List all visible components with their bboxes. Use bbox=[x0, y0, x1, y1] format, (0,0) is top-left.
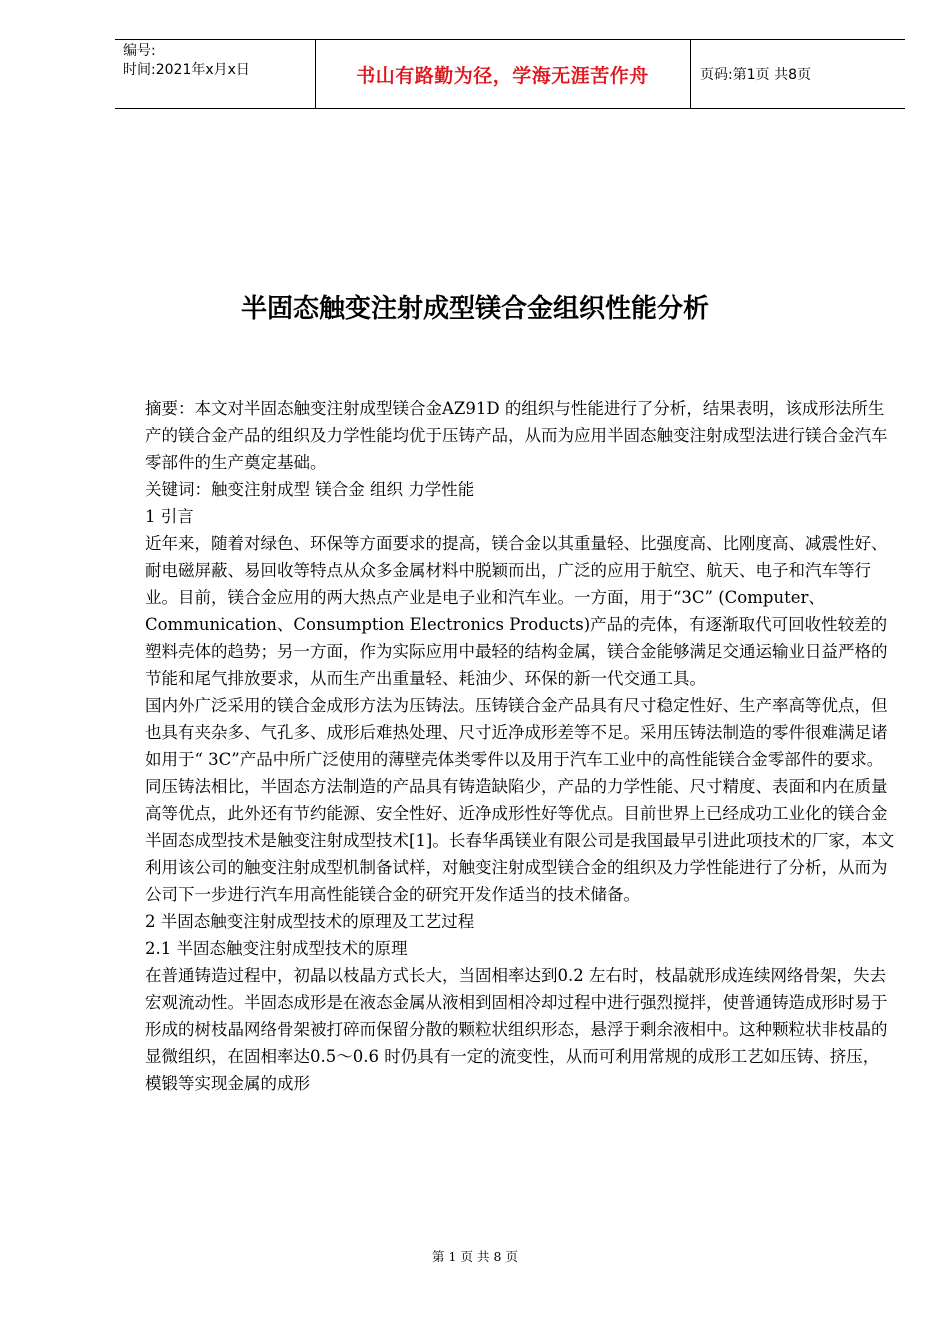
subsection-heading-principle: 2.1 半固态触变注射成型技术的原理 bbox=[145, 939, 408, 958]
section-heading-introduction: 1 引言 bbox=[145, 507, 194, 526]
footer-suffix: 页 bbox=[505, 1249, 518, 1264]
number-label: 编号: bbox=[123, 43, 156, 59]
body-paragraph: 国内外广泛采用的镁合金成形方法为压铸法。压铸镁合金产品具有尺寸稳定性好、生产率高等优点，但也具有夹杂多、气孔多、成形后难热处理、尺寸近净成形差等不足。采用压铸法制造的零件很难满足诸如用于“ 3C”产品中所广泛使用的薄壁壳体类零件以及用于汽车工业中的高性能镁合金零部件的要求。 bbox=[145, 696, 888, 769]
footer-current-page: 1 bbox=[448, 1249, 457, 1264]
footer-prefix: 第 bbox=[432, 1249, 445, 1264]
section-heading-principle-process: 2 半固态触变注射成型技术的原理及工艺过程 bbox=[145, 912, 475, 931]
keywords-line: 关键词：触变注射成型 镁合金 组织 力学性能 bbox=[145, 480, 475, 499]
header-divider-right bbox=[690, 40, 691, 108]
header-page-code: 页码:第1页 共8页 bbox=[700, 67, 811, 83]
header-table bbox=[115, 39, 905, 109]
header-meta bbox=[123, 42, 250, 80]
header-motto: 书山有路勤为径，学海无涯苦作舟 bbox=[356, 64, 649, 87]
body-paragraph: 同压铸法相比，半固态方法制造的产品具有铸造缺陷少，产品的力学性能、尺寸精度、表面和内在质量高等优点，此外还有节约能源、安全性好、近净成形性好等优点。目前世界上已经成功工业化的镁合金半固态成型技术是触变注射成型技术[1]。长春华禹镁业有限公司是我国最早引进此项技术的厂家，本文利用该公司的触变注射成型机制备试样，对触变注射成型镁合金的组织及力学性能进行了分析，从而为公司下一步进行汽车用高性能镁合金的研究开发作适当的技术储备。 bbox=[145, 777, 895, 904]
document-body bbox=[145, 395, 895, 1097]
time-label: 时间:2021年x月x日 bbox=[123, 62, 250, 78]
body-paragraph: 在普通铸造过程中，初晶以枝晶方式长大，当固相率达到0.2 左右时，枝晶就形成连续网络骨架，失去宏观流动性。半固态成形是在液态金属从液相到固相冷却过程中进行强烈搅拌，使普通铸造成形时易于形成的树枝晶网络骨架被打碎而保留分散的颗粒状组织形态，悬浮于剩余液相中。这种颗粒状非枝晶的显微组织，在固相率达0.5～0.6 时仍具有一定的流变性，从而可利用常规的成形工艺如压铸、挤压，模锻等实现金属的成形 bbox=[145, 966, 888, 1093]
body-paragraph: 近年来，随着对绿色、环保等方面要求的提高，镁合金以其重量轻、比强度高、比刚度高、减震性好、耐电磁屏蔽、易回收等特点从众多金属材料中脱颖而出，广泛的应用于航空、航天、电子和汽车等行业。目前，镁合金应用的两大热点产业是电子业和汽车业。一方面，用于“3C” (Computer、Communication、Consumption Electronics Products)产品的壳体，有逐渐取代可回收性较差的塑料壳体的趋势；另一方面，作为实际应用中最轻的结构金属，镁合金能够满足交通运输业日益严格的节能和尾气排放要求，从而生产出重量轻、耗油少、环保的新一代交通工具。 bbox=[145, 534, 888, 688]
page-footer bbox=[0, 1247, 950, 1265]
footer-total-pages: 8 bbox=[493, 1249, 502, 1264]
document-title: 半固态触变注射成型镁合金组织性能分析 bbox=[240, 294, 709, 324]
abstract-paragraph: 摘要：本文对半固态触变注射成型镁合金AZ91D 的组织与性能进行了分析，结果表明，该成形法所生产的镁合金产品的组织及力学性能均优于压铸产品，从而为应用半固态触变注射成型法进行镁合金汽车零部件的生产奠定基础。 bbox=[145, 399, 888, 472]
footer-middle: 页 共 bbox=[460, 1249, 490, 1264]
